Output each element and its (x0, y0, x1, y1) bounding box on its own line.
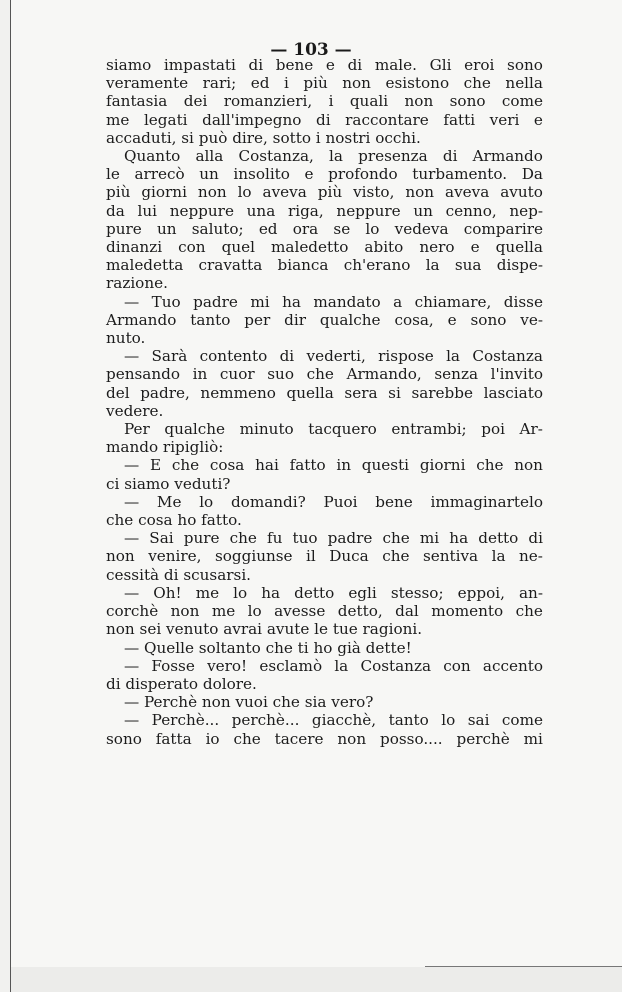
text-line: corchè non me lo avesse detto, dal momento che (106, 602, 543, 621)
text-line: pure un saluto; ed ora se lo vedeva comparire (106, 219, 543, 238)
page-bottom-margin (11, 967, 622, 992)
text-line: mando ripigliò: (106, 438, 224, 457)
text-line: di disperato dolore. (106, 674, 257, 693)
text-line: cessità di scusarsi. (106, 565, 252, 584)
text-line: fantasia dei romanzieri, i quali non sono come (106, 92, 543, 111)
page-number: — 103 — (270, 40, 352, 60)
text-line: le arrecò un insolito e profondo turbamento. Da (106, 165, 543, 184)
text-line: da lui neppure una riga, neppure un cenno, nep- (106, 201, 543, 220)
text-line: siamo impastati di bene e di male. Gli eroi sono (106, 56, 543, 74)
body-text (106, 56, 543, 748)
text-line: non venire, soggiunse il Duca che sentiva la ne- (106, 547, 543, 566)
text-line: del padre, nemmeno quella sera si sarebbe lasciato (106, 383, 543, 402)
text-line: — Oh! me lo ha detto egli stesso; eppoi, an- (124, 583, 543, 602)
text-line: nuto. (106, 329, 146, 348)
text-line: che cosa ho fatto. (106, 511, 242, 530)
text-line: accaduti, si può dire, sotto i nostri occhi. (106, 128, 421, 147)
text-line: più giorni non lo aveva più visto, non aveva avuto (106, 183, 543, 202)
text-line: Armando tanto per dir qualche cosa, e sono ve- (106, 310, 543, 329)
text-line: non sei venuto avrai avute le tue ragioni. (106, 620, 423, 639)
text-line: — E che cosa hai fatto in questi giorni che non (124, 456, 543, 475)
text-line: — Perchè... perchè... giacchè, tanto lo sai come (124, 711, 543, 730)
text-line: — Sai pure che fu tuo padre che mi ha detto di (124, 529, 543, 548)
text-line: maledetta cravatta bianca ch'erano la sua dispe- (106, 256, 543, 275)
text-line: ci siamo veduti? (106, 474, 231, 493)
text-line: vedere. (106, 401, 164, 420)
text-line: — Sarà contento di vederti, rispose la Costanza (124, 347, 543, 366)
text-line: Per qualche minuto tacquero entrambi; poi Ar- (124, 420, 543, 439)
text-line: — Quelle soltanto che ti ho già dette! (124, 638, 412, 657)
text-line: pensando in cuor suo che Armando, senza l'invito (106, 365, 543, 384)
text-line: dinanzi con quel maledetto abito nero e quella (106, 238, 543, 257)
text-line: — Perchè non vuoi che sia vero? (124, 693, 374, 712)
text-line: — Fosse vero! esclamò la Costanza con accento (124, 656, 543, 675)
text-line: me legati dall'impegno di raccontare fatti veri e (106, 110, 543, 129)
text-line: razione. (106, 274, 168, 293)
page-left-edge (10, 0, 11, 992)
text-line: — Tuo padre mi ha mandato a chiamare, disse (124, 292, 543, 311)
text-line: sono fatta io che tacere non posso.... perchè mi (106, 729, 543, 748)
text-line: veramente rari; ed i più non esistono che nella (106, 74, 543, 93)
text-line: — Me lo domandi? Puoi bene immaginartelo (124, 492, 543, 511)
page-bottom-edge (425, 966, 622, 967)
text-line: Quanto alla Costanza, la presenza di Armando (124, 147, 543, 166)
